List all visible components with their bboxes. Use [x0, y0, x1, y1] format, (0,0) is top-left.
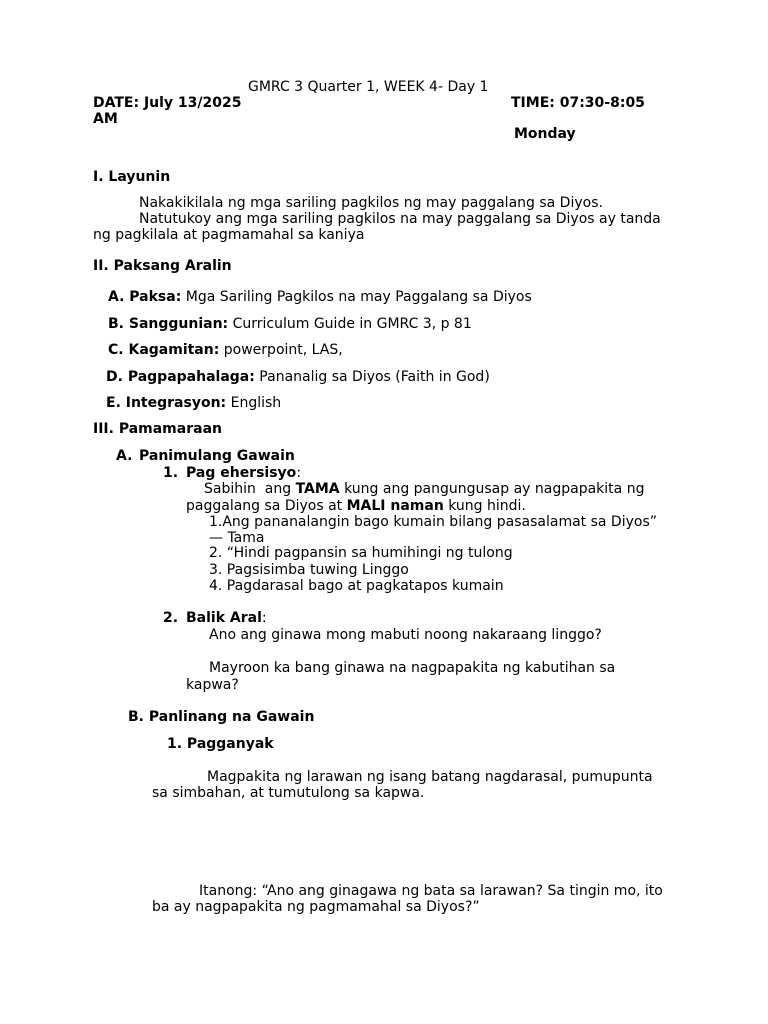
- list-item: 2. “Hindi pagpansin sa humihingi ng tulong: [209, 545, 513, 561]
- item-value: Pananalig sa Diyos (Faith in God): [259, 369, 490, 385]
- instruction-text: Sabihin ang: [204, 481, 296, 497]
- item-label: B. Sanggunian:: [108, 316, 229, 332]
- item-value: powerpoint, LAS,: [223, 342, 343, 358]
- instruction-text: paggalang sa Diyos at: [186, 498, 347, 514]
- item-label: C. Kagamitan:: [108, 342, 220, 358]
- time-label: TIME: 07:30-8:05: [511, 95, 645, 111]
- section-heading-paksang-aralin: II. Paksang Aralin: [93, 258, 232, 274]
- ehersisyo-instruction-line-2: [186, 498, 526, 514]
- mali-keyword: MALI naman: [346, 498, 444, 514]
- objective-2-line-1: Natutukoy ang mga sariling pagkilos na may paggalang sa Diyos ay tanda: [139, 211, 661, 227]
- list-item: — Tama: [209, 530, 265, 546]
- balik-aral-question-2-line-1: Mayroon ka bang ginawa na nagpapakita ng kabutihan sa: [209, 660, 616, 676]
- tama-keyword: TAMA: [295, 481, 340, 497]
- date-label: DATE: July 13/2025: [93, 95, 242, 111]
- itanong-line-2: ba ay nagpapakita ng pagmamahal sa Diyos?”: [152, 899, 480, 915]
- panlinang-heading: B. Panlinang na Gawain: [128, 709, 315, 725]
- kagamitan-item: [108, 342, 343, 358]
- ehersisyo-colon: :: [296, 465, 302, 481]
- objective-1: Nakakikilala ng mga sariling pagkilos ng may paggalang sa Diyos.: [139, 195, 603, 211]
- instruction-text: kung hindi.: [443, 498, 526, 514]
- list-item: 1.Ang pananalangin bago kumain bilang pasasalamat sa Diyos”: [209, 514, 657, 530]
- item-label: A. Paksa:: [108, 289, 182, 305]
- objective-2-line-2: ng pagkilala at pagmamahal sa kaniya: [93, 227, 365, 243]
- item-label: D. Pagpapahalaga:: [106, 369, 255, 385]
- section-heading-layunin: I. Layunin: [93, 169, 171, 185]
- pagpapahalaga-item: [106, 369, 490, 385]
- day-label: Monday: [514, 126, 576, 142]
- panimula-letter: A.: [116, 448, 133, 464]
- ehersisyo-heading: [186, 465, 301, 481]
- balik-aral-heading: [186, 610, 267, 626]
- section-heading-pamamaraan: III. Pamamaraan: [93, 421, 222, 437]
- pagganyak-heading: 1. Pagganyak: [167, 736, 274, 752]
- pagganyak-text-line-1: Magpakita ng larawan ng isang batang nagdarasal, pumupunta: [207, 769, 653, 785]
- panimula-heading: Panimulang Gawain: [139, 448, 295, 464]
- ehersisyo-number: 1.: [163, 465, 179, 481]
- pagganyak-text-line-2: sa simbahan, at tumutulong sa kapwa.: [152, 785, 425, 801]
- item-value: Mga Sariling Pagkilos na may Paggalang sa Diyos: [185, 289, 532, 305]
- item-value: Curriculum Guide in GMRC 3, p 81: [232, 316, 472, 332]
- itanong-line-1: Itanong: “Ano ang ginagawa ng bata sa larawan? Sa tingin mo, ito: [199, 883, 663, 899]
- sanggunian-item: [108, 316, 472, 332]
- balik-aral-question-1: Ano ang ginawa mong mabuti noong nakaraang linggo?: [209, 627, 602, 643]
- item-value: English: [230, 395, 282, 411]
- integrasyon-item: [106, 395, 281, 411]
- balik-aral-label: Balik Aral: [186, 610, 262, 626]
- balik-aral-number: 2.: [163, 610, 179, 626]
- ehersisyo-instruction-line-1: [204, 481, 644, 497]
- balik-aral-question-2-line-2: kapwa?: [186, 677, 239, 693]
- time-continuation: AM: [93, 111, 118, 127]
- item-label: E. Integrasyon:: [106, 395, 227, 411]
- list-item: 4. Pagdarasal bago at pagkatapos kumain: [209, 578, 504, 594]
- list-item: 3. Pagsisimba tuwing Linggo: [209, 562, 409, 578]
- balik-aral-colon: :: [261, 610, 267, 626]
- ehersisyo-label: Pag ehersisyo: [186, 465, 297, 481]
- paksa-item: [108, 289, 532, 305]
- document-title: GMRC 3 Quarter 1, WEEK 4- Day 1: [248, 79, 489, 95]
- instruction-text: kung ang pangungusap ay nagpapakita ng: [339, 481, 645, 497]
